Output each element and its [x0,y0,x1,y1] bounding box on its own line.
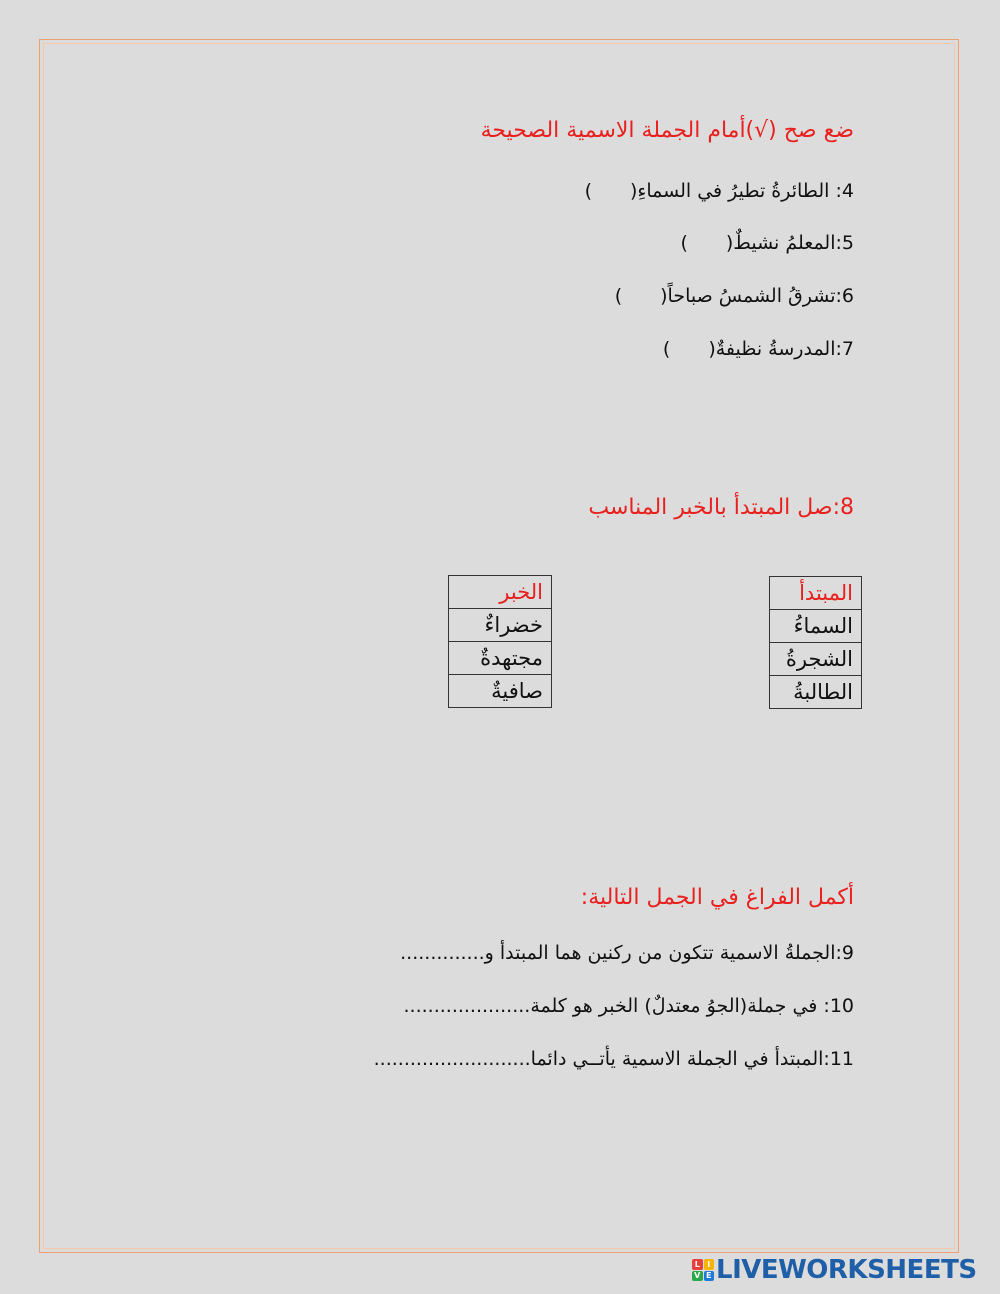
section3-title: أكمل الفراغ في الجمل التالية: [580,885,854,910]
liveworksheets-logo [692,1256,977,1284]
mubtada-cell[interactable]: السماءُ [770,610,862,643]
fill-item-9[interactable]: 9:الجملةُ الاسمية تتكون من ركنين هما المبتدأ و.............. [400,942,854,964]
checklist-item-6 [615,285,854,307]
item-text: 7:المدرسةُ نظيفةٌ( [708,338,854,360]
logo-letter: L [692,1259,703,1270]
section2-title: 8:صل المبتدأ بالخبر المناسب [588,495,854,520]
checklist-item-7 [663,338,854,360]
liveworksheets-icon [692,1259,714,1281]
logo-letter: V [692,1271,703,1282]
khabar-cell[interactable]: مجتهدةٌ [449,642,552,675]
khabar-cell[interactable]: خضراءٌ [449,609,552,642]
mubtada-cell[interactable]: الشجرةُ [770,643,862,676]
logo-text: LIVEWORKSHEETS [716,1255,977,1285]
khabar-table [448,575,552,708]
item-close: ) [584,180,593,202]
logo-letter: I [704,1259,715,1270]
fill-item-10[interactable]: 10: في جملة(الجوُ معتدلٌ) الخبر هو كلمة..................... [403,995,854,1017]
khabar-cell[interactable]: صافيةٌ [449,675,552,708]
item-text: 6:تشرقُ الشمسُ صباحاً( [660,285,854,307]
item-text: 4: الطائرةُ تطيرُ في السماءِ( [630,180,854,202]
mubtada-header: المبتدأ [770,577,862,610]
item-close: ) [662,338,671,360]
khabar-header: الخبر [449,576,552,609]
item-close: ) [680,232,688,254]
fill-item-11[interactable]: 11:المبتدأ في الجملة الاسمية يأتــي دائما.......................... [373,1048,854,1070]
section1-title: ضع صح (√)أمام الجملة الاسمية الصحيحة [480,118,854,143]
checklist-item-5 [680,232,854,254]
checklist-item-4 [585,180,854,202]
mubtada-table [769,576,862,709]
item-text: 5:المعلمُ نشيطٌ( [725,232,854,254]
logo-letter: E [704,1271,715,1282]
mubtada-cell[interactable]: الطالبةُ [770,676,862,709]
item-close: ) [614,285,623,307]
